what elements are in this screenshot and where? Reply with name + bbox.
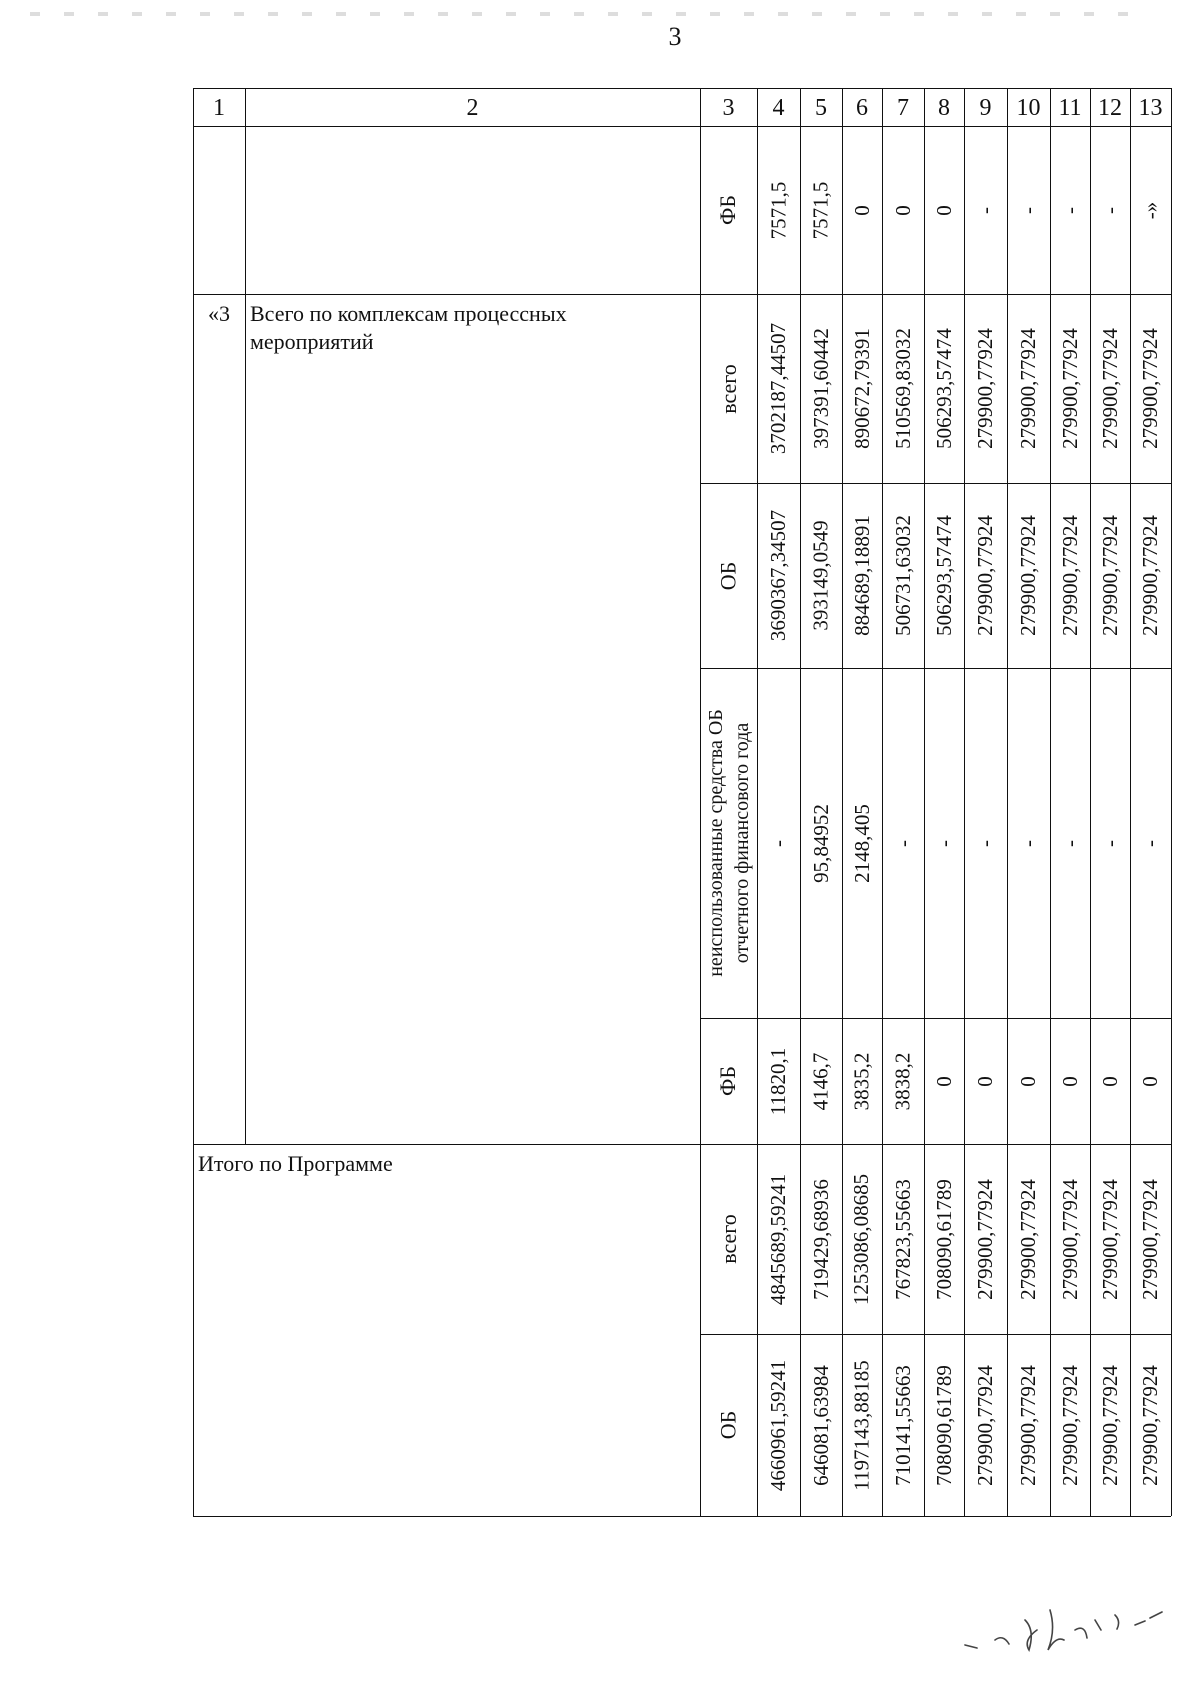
- cell-total-ob-5: [800, 1334, 842, 1516]
- cell-total-vsego-6-text: 1253086,08685: [849, 1173, 874, 1305]
- cell-fb-10-text: 0: [1016, 1075, 1040, 1087]
- header-col-3: 3: [722, 95, 735, 121]
- cell-neisp-5-text: 95,84952: [808, 803, 833, 883]
- cell-ob-4-text: 3690367,34507: [766, 509, 790, 642]
- cell-total-ob-4: [757, 1334, 800, 1516]
- cell-fb-a-13-text: -»: [1138, 201, 1162, 219]
- cell-fb-4: [757, 1018, 800, 1144]
- cell-vsego-8-text: 506293,57474: [931, 328, 956, 449]
- header-col-12: 12: [1098, 95, 1122, 121]
- cell-total-ob-6-text: 1197143,88185: [849, 1359, 874, 1491]
- cell-total-vsego-4: [757, 1144, 800, 1334]
- cell-ob-10: [1007, 483, 1050, 668]
- cell-fb-8-text: 0: [931, 1075, 956, 1087]
- type-label-fb-a: [700, 126, 757, 294]
- cell-ob-9-text: 279900,77924: [973, 515, 997, 636]
- scan-noise: [30, 12, 1150, 16]
- cell-neisp-8-text: -: [931, 839, 956, 847]
- cell-total-vsego-8: [924, 1144, 964, 1334]
- cell-ob-13-text: 279900,77924: [1138, 515, 1162, 636]
- cell-total-ob-10: [1007, 1334, 1050, 1516]
- cell-ob-5-text: 393149,0549: [808, 520, 833, 631]
- cell-vsego-6-text: 890672,79391: [849, 328, 874, 449]
- cell-fb-a-9: [964, 126, 1007, 294]
- cell-ob-9: [964, 483, 1007, 668]
- cell-vsego-11-text: 279900,77924: [1057, 328, 1082, 449]
- cell-fb-4-text: 11820,1: [766, 1047, 791, 1115]
- cell-fb-a-8: [924, 126, 964, 294]
- cell-fb-10: [1007, 1018, 1050, 1144]
- cell-total-vsego-7-text: 767823,55663: [890, 1178, 915, 1300]
- cell-total-ob-11: [1050, 1334, 1090, 1516]
- cell-total-vsego-7: [882, 1144, 924, 1334]
- cell-vsego-9: [964, 294, 1007, 483]
- header-col-2: 2: [466, 95, 479, 121]
- cell-fb-a-10: [1007, 126, 1050, 294]
- cell-fb-a-5-text: 7571,5: [808, 181, 833, 239]
- cell-ob-12-text: 279900,77924: [1097, 515, 1122, 636]
- cell-fb-7: [882, 1018, 924, 1144]
- table-left-border: [193, 88, 194, 1516]
- cell-fb-9: [964, 1018, 1007, 1144]
- header-col-5: 5: [815, 95, 827, 121]
- cell-neisp-11-text: -: [1057, 839, 1082, 847]
- row-title-total: Итого по Программе: [198, 1151, 393, 1176]
- cell-fb-5: [800, 1018, 842, 1144]
- cell-fb-a-6: [842, 126, 882, 294]
- table-bottom-border: [193, 1516, 1171, 1517]
- neisp-line-2: отчетного финансового года: [730, 722, 753, 964]
- cell-total-ob-9: [964, 1334, 1007, 1516]
- cell-total-ob-11-text: 279900,77924: [1057, 1364, 1082, 1486]
- cell-total-vsego-9: [964, 1144, 1007, 1334]
- cell-fb-5-text: 4146,7: [808, 1052, 833, 1110]
- header-col-10: 10: [1016, 95, 1041, 121]
- cell-neisp-10: [1007, 668, 1050, 1018]
- cell-vsego-10-text: 279900,77924: [1016, 328, 1040, 449]
- cell-neisp-7: [882, 668, 924, 1018]
- header-col-13: 13: [1138, 95, 1163, 121]
- cell-total-vsego-13-text: 279900,77924: [1138, 1178, 1162, 1300]
- cell-vsego-5-text: 397391,60442: [808, 328, 833, 449]
- type-label-total-vsego: [700, 1144, 757, 1334]
- cell-total-vsego-13: [1130, 1144, 1171, 1334]
- row-code: «3: [208, 301, 230, 326]
- cell-ob-6: [842, 483, 882, 668]
- cell-total-vsego-8-text: 708090,61789: [931, 1178, 956, 1300]
- table-right-border: [1171, 88, 1172, 1516]
- type-label-total-ob: [700, 1334, 757, 1516]
- cell-total-vsego-10-text: 279900,77924: [1016, 1178, 1040, 1300]
- cell-fb-12-text: 0: [1097, 1075, 1122, 1087]
- header-col-9: 9: [979, 95, 992, 121]
- cell-fb-a-4-text: 7571,5: [766, 181, 790, 239]
- cell-neisp-11: [1050, 668, 1090, 1018]
- cell-neisp-9: [964, 668, 1007, 1018]
- header-col-7: 7: [897, 95, 909, 121]
- cell-total-vsego-9-text: 279900,77924: [973, 1178, 997, 1300]
- cell-total-ob-7-text: 710141,55663: [890, 1364, 915, 1486]
- cell-ob-6-text: 884689,18891: [849, 515, 874, 636]
- cell-fb-a-12: [1090, 126, 1130, 294]
- cell-total-ob-8-text: 708090,61789: [931, 1364, 956, 1486]
- type-label-total-ob-text: ОБ: [715, 1410, 741, 1440]
- cell-fb-a-11: [1050, 126, 1090, 294]
- type-label-neisp: [700, 668, 757, 1018]
- cell-total-vsego-5: [800, 1144, 842, 1334]
- cell-total-vsego-11: [1050, 1144, 1090, 1334]
- cell-fb-11: [1050, 1018, 1090, 1144]
- cell-neisp-8: [924, 668, 964, 1018]
- cell-fb-a-11-text: -: [1057, 206, 1082, 214]
- cell-neisp-13-text: -: [1138, 839, 1162, 847]
- cell-neisp-6: [842, 668, 882, 1018]
- cell-vsego-6: [842, 294, 882, 483]
- cell-fb-12: [1090, 1018, 1130, 1144]
- header-col-1: 1: [213, 95, 225, 121]
- cell-neisp-7-text: -: [890, 839, 915, 847]
- cell-vsego-13: [1130, 294, 1171, 483]
- cell-fb-6: [842, 1018, 882, 1144]
- type-label-fb: [700, 1018, 757, 1144]
- cell-total-ob-13: [1130, 1334, 1171, 1516]
- cell-ob-7: [882, 483, 924, 668]
- cell-neisp-10-text: -: [1016, 839, 1040, 847]
- type-label-neisp-text: [703, 709, 755, 977]
- header-col-8: 8: [938, 95, 950, 121]
- cell-fb-8: [924, 1018, 964, 1144]
- header-col-11: 11: [1058, 95, 1082, 121]
- cell-vsego-8: [924, 294, 964, 483]
- cell-fb-a-6-text: 0: [849, 204, 874, 216]
- cell-ob-8-text: 506293,57474: [931, 515, 956, 636]
- cell-vsego-7: [882, 294, 924, 483]
- cell-neisp-6-text: 2148,405: [849, 803, 874, 883]
- cell-fb-13-text: 0: [1138, 1075, 1162, 1087]
- cell-fb-11-text: 0: [1057, 1075, 1082, 1087]
- cell-vsego-4: [757, 294, 800, 483]
- type-label-fb-a-text: ФБ: [715, 194, 741, 226]
- page-number: 3: [668, 22, 682, 51]
- cell-ob-11: [1050, 483, 1090, 668]
- cell-ob-4: [757, 483, 800, 668]
- cell-neisp-12: [1090, 668, 1130, 1018]
- cell-total-ob-9-text: 279900,77924: [973, 1364, 997, 1486]
- type-label-fb-text: ФБ: [715, 1065, 741, 1097]
- signature: [955, 1590, 1175, 1660]
- cell-ob-8: [924, 483, 964, 668]
- cell-total-ob-12: [1090, 1334, 1130, 1516]
- cell-fb-7-text: 3838,2: [890, 1052, 915, 1110]
- cell-vsego-4-text: 3702187,44507: [766, 322, 790, 455]
- cell-ob-12: [1090, 483, 1130, 668]
- cell-fb-9-text: 0: [973, 1075, 997, 1087]
- cell-neisp-4-text: -: [766, 839, 790, 847]
- cell-total-ob-7: [882, 1334, 924, 1516]
- cell-fb-a-10-text: -: [1016, 206, 1040, 214]
- cell-total-ob-13-text: 279900,77924: [1138, 1364, 1162, 1486]
- type-label-ob-text: ОБ: [715, 561, 741, 590]
- cell-total-ob-10-text: 279900,77924: [1016, 1364, 1040, 1486]
- cell-fb-13: [1130, 1018, 1171, 1144]
- cell-vsego-10: [1007, 294, 1050, 483]
- cell-fb-a-8-text: 0: [931, 204, 956, 216]
- cell-total-ob-12-text: 279900,77924: [1097, 1364, 1122, 1486]
- cell-total-ob-4-text: 4660961,59241: [766, 1359, 790, 1491]
- cell-neisp-12-text: -: [1097, 839, 1122, 847]
- cell-total-vsego-6: [842, 1144, 882, 1334]
- cell-total-ob-8: [924, 1334, 964, 1516]
- cell-total-vsego-12: [1090, 1144, 1130, 1334]
- cell-ob-11-text: 279900,77924: [1057, 515, 1082, 636]
- cell-ob-13: [1130, 483, 1171, 668]
- cell-neisp-5: [800, 668, 842, 1018]
- cell-neisp-4: [757, 668, 800, 1018]
- cell-vsego-5: [800, 294, 842, 483]
- cell-fb-a-7: [882, 126, 924, 294]
- neisp-line-1: неиспользованные средства ОБ: [704, 709, 727, 977]
- column-divider: [245, 88, 246, 1144]
- type-label-vsego-text: всего: [715, 363, 741, 414]
- cell-total-vsego-10: [1007, 1144, 1050, 1334]
- header-col-6: 6: [856, 95, 868, 121]
- cell-vsego-13-text: 279900,77924: [1138, 328, 1162, 449]
- cell-total-vsego-11-text: 279900,77924: [1057, 1178, 1082, 1300]
- cell-neisp-9-text: -: [973, 839, 997, 847]
- cell-ob-5: [800, 483, 842, 668]
- cell-vsego-11: [1050, 294, 1090, 483]
- type-label-vsego: [700, 294, 757, 483]
- type-label-ob: [700, 483, 757, 668]
- cell-fb-a-5: [800, 126, 842, 294]
- cell-fb-a-9-text: -: [973, 206, 997, 214]
- type-label-total-vsego-text: всего: [715, 1214, 741, 1264]
- cell-ob-7-text: 506731,63032: [890, 515, 915, 636]
- cell-vsego-12-text: 279900,77924: [1097, 328, 1122, 449]
- cell-total-vsego-12-text: 279900,77924: [1097, 1178, 1122, 1300]
- cell-fb-a-4: [757, 126, 800, 294]
- cell-fb-6-text: 3835,2: [849, 1052, 874, 1110]
- cell-vsego-9-text: 279900,77924: [973, 328, 997, 449]
- cell-neisp-13: [1130, 668, 1171, 1018]
- cell-total-ob-6: [842, 1334, 882, 1516]
- cell-vsego-7-text: 510569,83032: [890, 328, 915, 449]
- cell-ob-10-text: 279900,77924: [1016, 515, 1040, 636]
- cell-total-ob-5-text: 646081,63984: [808, 1364, 833, 1486]
- table-top-border: [193, 88, 1171, 89]
- cell-fb-a-12-text: -: [1097, 206, 1122, 214]
- cell-vsego-12: [1090, 294, 1130, 483]
- cell-total-vsego-5-text: 719429,68936: [808, 1178, 833, 1300]
- cell-fb-a-13: [1130, 126, 1171, 294]
- header-col-4: 4: [772, 95, 785, 121]
- row-title-processes: Всего по комплексам процессных мероприятий: [250, 301, 567, 354]
- cell-total-vsego-4-text: 4845689,59241: [766, 1173, 790, 1305]
- cell-fb-a-7-text: 0: [890, 204, 915, 216]
